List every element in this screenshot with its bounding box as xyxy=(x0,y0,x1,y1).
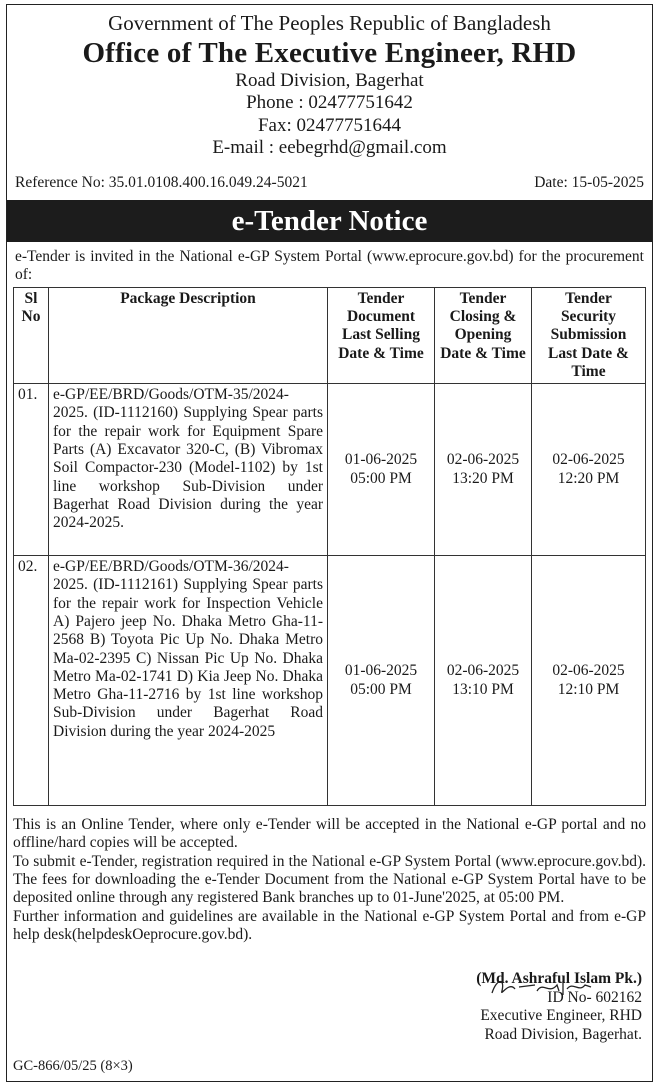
row-closing-date: 02-06-2025 13:20 PM xyxy=(435,384,532,556)
signatory-division: Road Division, Bagerhat. xyxy=(484,1025,642,1043)
tender-table xyxy=(13,287,646,806)
fax-number: Fax: 02477751644 xyxy=(257,114,402,136)
tender-notice-page xyxy=(6,4,653,1082)
row-closing-date: 02-06-2025 13:10 PM xyxy=(435,556,532,806)
row-security-date: 02-06-2025 12:20 PM xyxy=(532,384,646,556)
col-header-selling: Tender Document Last Selling Date & Time xyxy=(328,287,435,383)
signatory-name: (Md. Ashraful Islam Pk.) xyxy=(476,970,642,987)
note-online-tender: This is an Online Tender, where only e-Tender will be accepted in the National e-GP portal and no offline/hard copies will be accepted. xyxy=(13,816,646,852)
signatory-title: Executive Engineer, RHD xyxy=(480,1007,642,1025)
col-header-closing: Tender Closing & Opening Date & Time xyxy=(435,287,532,383)
col-header-description: Package Description xyxy=(49,287,328,383)
col-header-security: Tender Security Submission Last Date & Time xyxy=(532,287,646,383)
reference-row xyxy=(7,174,652,192)
phone-number: Phone : 02477751642 xyxy=(246,92,413,114)
note-registration: To submit e-Tender, registration required in the National e-GP System Portal (www.eprocure.gov.bd). The fees for downloading the e-Tender Document from the National e-GP System Portal have to be deposited online through any registered Bank branches up to 01-June'2025, at 05:00 PM. xyxy=(13,852,646,907)
table-row xyxy=(14,556,646,806)
government-name: Government of The Peoples Republic of Bangladesh xyxy=(108,11,551,35)
row-sl: 01. xyxy=(14,384,49,556)
row-sl: 02. xyxy=(14,556,49,806)
table-header-row xyxy=(14,287,646,383)
table-row xyxy=(14,384,646,556)
intro-text: e-Tender is invited in the National e-GP System Portal (www.eprocure.gov.bd) for the procurement of: xyxy=(15,247,644,284)
row-selling-date: 01-06-2025 05:00 PM xyxy=(328,556,435,806)
division-name: Road Division, Bagerhat xyxy=(235,69,424,91)
letterhead xyxy=(7,11,652,160)
notes-section xyxy=(7,816,652,944)
signatory-id: ID No- 602162 xyxy=(547,988,642,1006)
office-name: Office of The Executive Engineer, RHD xyxy=(82,36,577,69)
row-selling-date: 01-06-2025 05:00 PM xyxy=(328,384,435,556)
signature-block xyxy=(476,970,642,1044)
row-description: e-GP/EE/BRD/Goods/OTM-35/2024-2025. (ID-1112160) Supplying Spear parts for the repair work for Equipment Spare Parts (A) Excavator 320-C, (B) Vibromax Soil Compactor-230 (Model-1102) by 1st line workshop Sub-Division under Bagerhat Road Division during the year 2024-2025. xyxy=(49,384,328,556)
email-address: E-mail : eebegrhd@gmail.com xyxy=(212,137,447,159)
note-further-info: Further information and guidelines are available in the National e-GP System Portal and from e-GP help desk(helpdeskOeprocure.gov.bd). xyxy=(13,907,646,943)
row-security-date: 02-06-2025 12:10 PM xyxy=(532,556,646,806)
gc-code: GC-866/05/25 (8×3) xyxy=(13,1058,133,1074)
notice-banner: e-Tender Notice xyxy=(7,200,652,242)
col-header-sl: Sl No xyxy=(14,287,49,383)
reference-number: Reference No: 35.01.0108.400.16.049.24-5021 xyxy=(15,173,308,191)
notice-date: Date: 15-05-2025 xyxy=(534,173,644,191)
row-description: e-GP/EE/BRD/Goods/OTM-36/2024-2025. (ID-1112161) Supplying Spear parts for the repair work for Inspection Vehicle A) Pajero jeep No. Dhaka Metro Gha-11-2568 B) Toyota Pic Up No. Dhaka Metro Ma-02-2395 C) Nissan Pic Up No. Dhaka Metro Ma-02-1741 D) Kia Jeep No. Dhaka Metro Gha-11-2716 by 1st line workshop Sub-Division under Bagerhat Road Division during the year 2024-2025 xyxy=(49,556,328,806)
